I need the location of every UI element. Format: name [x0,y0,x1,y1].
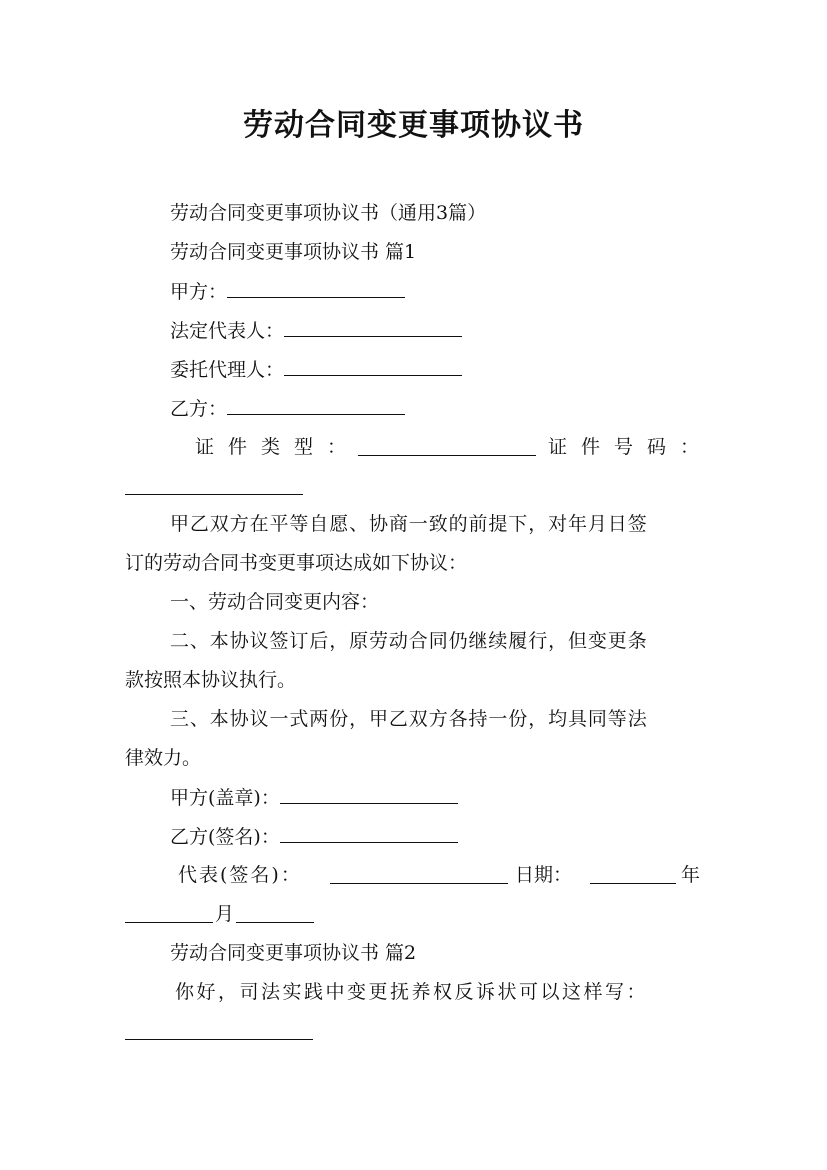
part2-line1: 你好，司法实践中变更抚养权反诉状可以这样写： [175,981,649,1003]
legal-rep-blank [284,317,462,337]
seal-a-label: 甲方(盖章)： [170,787,280,809]
sign-b-blank [280,823,458,843]
id-number-label: 证件号码： [548,436,714,458]
agent-blank [284,356,462,376]
consensus-para-line2: 订的劳动合同书变更事项达成如下协议： [125,552,468,574]
agent-field [170,356,462,383]
day-blank [236,901,314,923]
party-b-blank [227,395,405,415]
party-a-blank [227,278,405,298]
item-3-line1: 三、本协议一式两份，甲乙双方各持一份，均具同等法 [170,708,648,730]
year-blank [590,862,676,884]
party-b-label: 乙方： [170,398,228,420]
item-3-line2: 律效力。 [125,747,202,769]
rep-sign-blank [330,862,508,884]
consensus-para-line1: 甲乙双方在平等自愿、协商一致的前提下，对年月日签 [170,513,648,535]
year-label: 年 [681,864,701,886]
seal-a-blank [280,784,458,804]
item-1: 一、劳动合同变更内容： [170,591,380,613]
sign-b-field [170,823,458,850]
item-2-line2: 款按照本协议执行。 [125,669,297,691]
id-type-label: 证件类型： [195,436,361,458]
rep-sign-label: 代表(签名)： [178,864,302,886]
month-blank [125,901,213,923]
date-label: 日期： [515,864,573,886]
part2-heading: 劳动合同变更事项协议书 篇2 [170,942,417,964]
agent-label: 委托代理人： [170,359,285,381]
month-label: 月 [215,903,235,925]
seal-a-field [170,784,458,811]
part1-heading: 劳动合同变更事项协议书 篇1 [170,241,417,263]
sign-b-label: 乙方(签名)： [170,826,280,848]
id-number-blank [125,473,303,495]
intro-line: 劳动合同变更事项协议书（通用3篇） [170,202,487,224]
id-type-blank [358,434,536,456]
legal-rep-field [170,317,462,344]
party-b-field [170,395,405,422]
party-a-label: 甲方： [170,281,228,303]
legal-rep-label: 法定代表人： [170,320,285,342]
document-title: 劳动合同变更事项协议书 [243,108,584,143]
party-a-field [170,278,405,305]
item-2-line1: 二、本协议签订后，原劳动合同仍继续履行，但变更条 [170,630,648,652]
part2-blank [125,1018,313,1040]
